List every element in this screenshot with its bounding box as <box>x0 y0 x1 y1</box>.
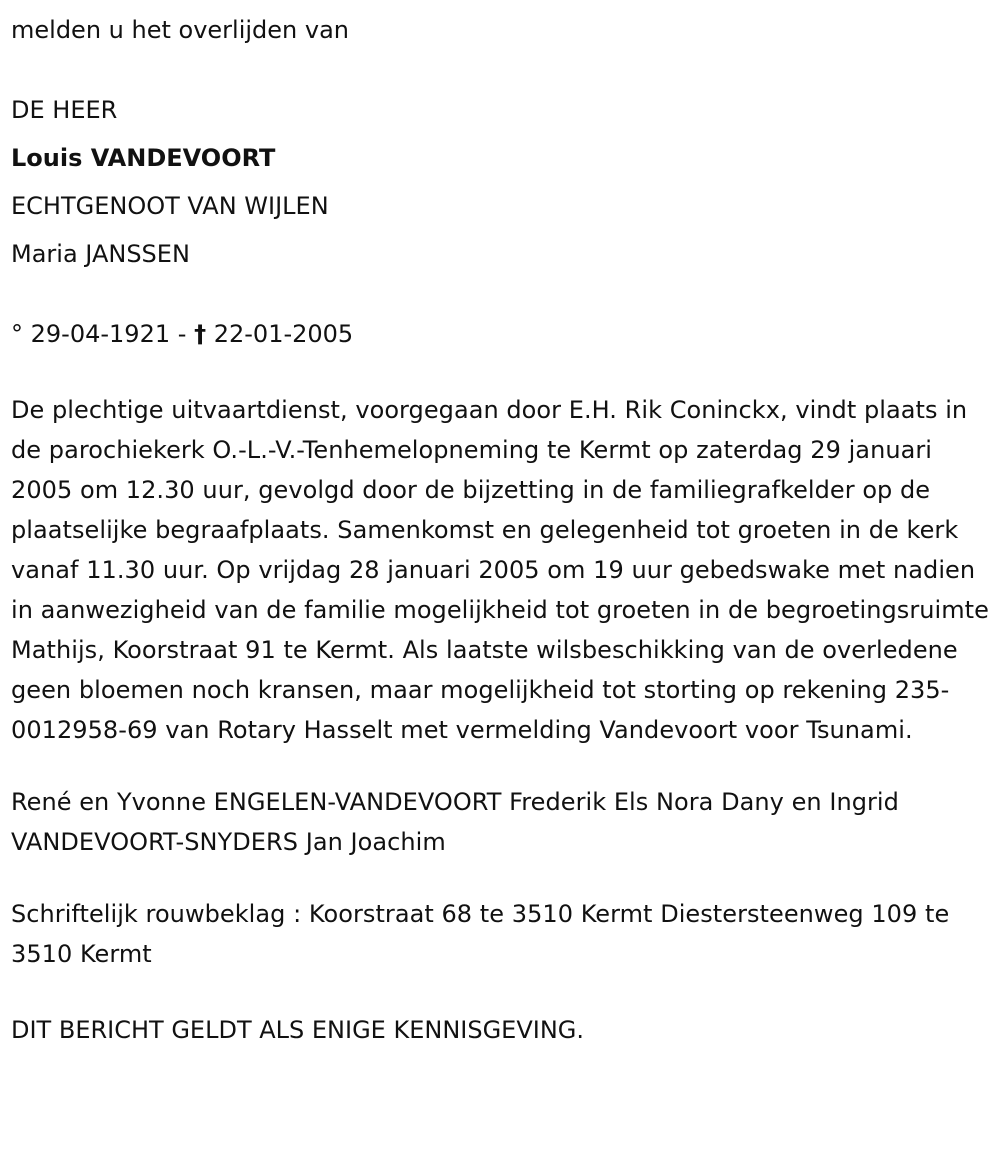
deceased-name: Louis VANDEVOORT <box>11 144 276 172</box>
spouse-name: Maria JANSSEN <box>11 240 190 268</box>
birth-symbol: ° <box>11 320 23 348</box>
intro-text: melden u het overlijden van <box>11 16 349 44</box>
death-date: 22-01-2005 <box>213 320 354 348</box>
condolence-address: Schriftelijk rouwbeklag : Koorstraat 68 te 3510 Kermt Diestersteenweg 109 te 3510 Kermt <box>11 900 950 968</box>
cross-icon: † <box>194 320 207 348</box>
closing-notice: DIT BERICHT GELDT ALS ENIGE KENNISGEVING. <box>11 1016 585 1044</box>
spacer <box>11 750 990 782</box>
birth-date: 29-04-1921 <box>30 320 171 348</box>
spacer <box>11 278 990 310</box>
date-separator: - <box>177 320 187 348</box>
life-dates <box>11 310 990 358</box>
relation-text: ECHTGENOOT VAN WIJLEN <box>11 192 329 220</box>
honorific: DE HEER <box>11 96 118 124</box>
family-members: René en Yvonne ENGELEN-VANDEVOORT Frederik Els Nora Dany en Ingrid VANDEVOORT-SNYDERS Jan Joachim <box>11 788 899 856</box>
spacer <box>11 974 990 1006</box>
spacer <box>11 54 990 86</box>
spacer <box>11 358 990 390</box>
spacer <box>11 862 990 894</box>
service-details: De plechtige uitvaartdienst, voorgegaan door E.H. Rik Coninckx, vindt plaats in de parochiekerk O.-L.-V.-Tenhemelopneming te Kermt op zaterdag 29 januari 2005 om 12.30 uur, gevolgd door de bijzetting in de familiegrafkelder op de plaatselijke begraafplaats. Samenkomst en gelegenheid tot groeten in de kerk vanaf 11.30 uur. Op vrijdag 28 januari 2005 om 19 uur gebedswake met nadien in aanwezigheid van de familie mogelijkheid tot groeten in de begroetingsruimte Mathijs, Koorstraat 91 te Kermt. Als laatste wilsbeschikking van de overledene geen bloemen noch kransen, maar mogelijkheid tot storting op rekening 235-0012958-69 van Rotary Hasselt met vermelding Vandevoort voor Tsunami. <box>11 396 989 744</box>
